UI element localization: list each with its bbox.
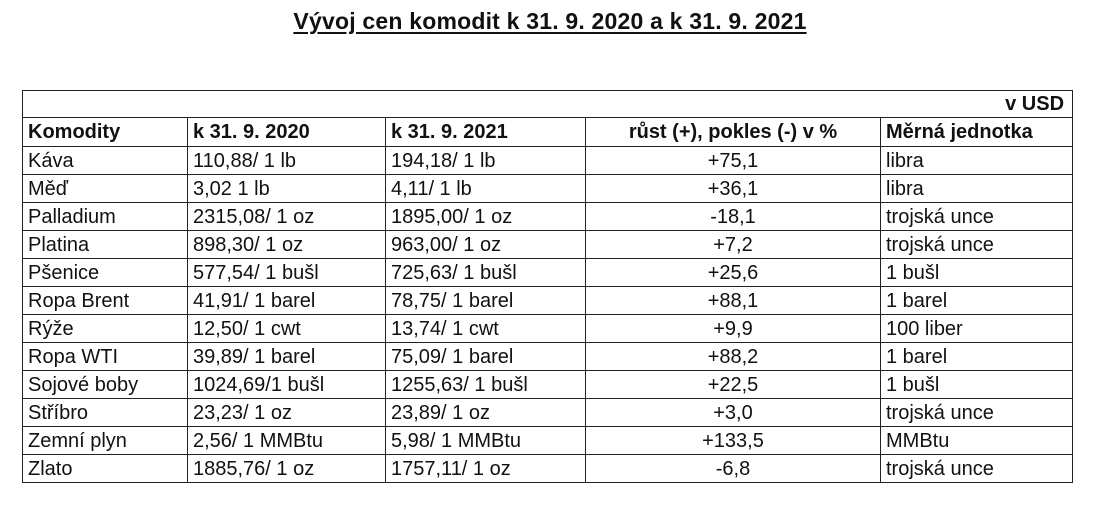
measure-unit: 1 bušl (881, 371, 1073, 399)
commodity-name: Rýže (23, 315, 188, 343)
change-percent: +88,1 (586, 287, 881, 315)
commodity-name: Pšenice (23, 259, 188, 287)
commodity-name: Káva (23, 147, 188, 175)
measure-unit: 1 bušl (881, 259, 1073, 287)
table-row (23, 287, 1073, 315)
header-price-2021: k 31. 9. 2021 (386, 118, 586, 147)
header-row (23, 118, 1073, 147)
table-row (23, 203, 1073, 231)
change-percent: +7,2 (586, 231, 881, 259)
price-2021: 1255,63/ 1 bušl (386, 371, 586, 399)
document-title: Vývoj cen komodit k 31. 9. 2020 a k 31. 9. 2021 (293, 8, 807, 34)
price-2020: 2,56/ 1 MMBtu (188, 427, 386, 455)
measure-unit: trojská unce (881, 455, 1073, 483)
measure-unit: trojská unce (881, 231, 1073, 259)
table-row (23, 455, 1073, 483)
change-percent: +36,1 (586, 175, 881, 203)
table-row (23, 343, 1073, 371)
change-percent: +88,2 (586, 343, 881, 371)
measure-unit: 1 barel (881, 287, 1073, 315)
price-2020: 1024,69/1 bušl (188, 371, 386, 399)
header-price-2020: k 31. 9. 2020 (188, 118, 386, 147)
price-2021: 1895,00/ 1 oz (386, 203, 586, 231)
measure-unit: 1 barel (881, 343, 1073, 371)
unit-note-row (23, 91, 1073, 118)
price-2020: 898,30/ 1 oz (188, 231, 386, 259)
commodity-name: Ropa WTI (23, 343, 188, 371)
change-percent: +22,5 (586, 371, 881, 399)
commodity-name: Sojové boby (23, 371, 188, 399)
measure-unit: libra (881, 147, 1073, 175)
unit-note: v USD (23, 91, 1073, 118)
change-percent: +75,1 (586, 147, 881, 175)
table-row (23, 315, 1073, 343)
change-percent: +133,5 (586, 427, 881, 455)
price-2021: 13,74/ 1 cwt (386, 315, 586, 343)
price-2021: 78,75/ 1 barel (386, 287, 586, 315)
commodity-name: Palladium (23, 203, 188, 231)
change-percent: +25,6 (586, 259, 881, 287)
price-2020: 39,89/ 1 barel (188, 343, 386, 371)
change-percent: +9,9 (586, 315, 881, 343)
price-2020: 41,91/ 1 barel (188, 287, 386, 315)
price-2020: 1885,76/ 1 oz (188, 455, 386, 483)
commodity-name: Platina (23, 231, 188, 259)
measure-unit: trojská unce (881, 203, 1073, 231)
change-percent: -18,1 (586, 203, 881, 231)
price-2021: 4,11/ 1 lb (386, 175, 586, 203)
price-2021: 963,00/ 1 oz (386, 231, 586, 259)
measure-unit: trojská unce (881, 399, 1073, 427)
table-row (23, 427, 1073, 455)
table-row (23, 259, 1073, 287)
commodity-price-table (22, 90, 1073, 483)
measure-unit: MMBtu (881, 427, 1073, 455)
change-percent: -6,8 (586, 455, 881, 483)
table-row (23, 147, 1073, 175)
measure-unit: libra (881, 175, 1073, 203)
price-2020: 2315,08/ 1 oz (188, 203, 386, 231)
price-2020: 12,50/ 1 cwt (188, 315, 386, 343)
price-2021: 1757,11/ 1 oz (386, 455, 586, 483)
price-2021: 194,18/ 1 lb (386, 147, 586, 175)
table-row (23, 175, 1073, 203)
header-change-percent: růst (+), pokles (-) v % (586, 118, 881, 147)
header-commodity: Komodity (23, 118, 188, 147)
table-row (23, 399, 1073, 427)
table-row (23, 371, 1073, 399)
change-percent: +3,0 (586, 399, 881, 427)
price-2020: 23,23/ 1 oz (188, 399, 386, 427)
commodity-name: Zlato (23, 455, 188, 483)
commodity-name: Zemní plyn (23, 427, 188, 455)
price-2020: 577,54/ 1 bušl (188, 259, 386, 287)
commodity-name: Stříbro (23, 399, 188, 427)
commodity-name: Ropa Brent (23, 287, 188, 315)
price-2020: 110,88/ 1 lb (188, 147, 386, 175)
measure-unit: 100 liber (881, 315, 1073, 343)
header-unit: Měrná jednotka (881, 118, 1073, 147)
table-body (23, 147, 1073, 483)
price-2021: 725,63/ 1 bušl (386, 259, 586, 287)
table-row (23, 231, 1073, 259)
price-2021: 23,89/ 1 oz (386, 399, 586, 427)
price-2020: 3,02 1 lb (188, 175, 386, 203)
commodity-name: Měď (23, 175, 188, 203)
price-2021: 75,09/ 1 barel (386, 343, 586, 371)
price-2021: 5,98/ 1 MMBtu (386, 427, 586, 455)
